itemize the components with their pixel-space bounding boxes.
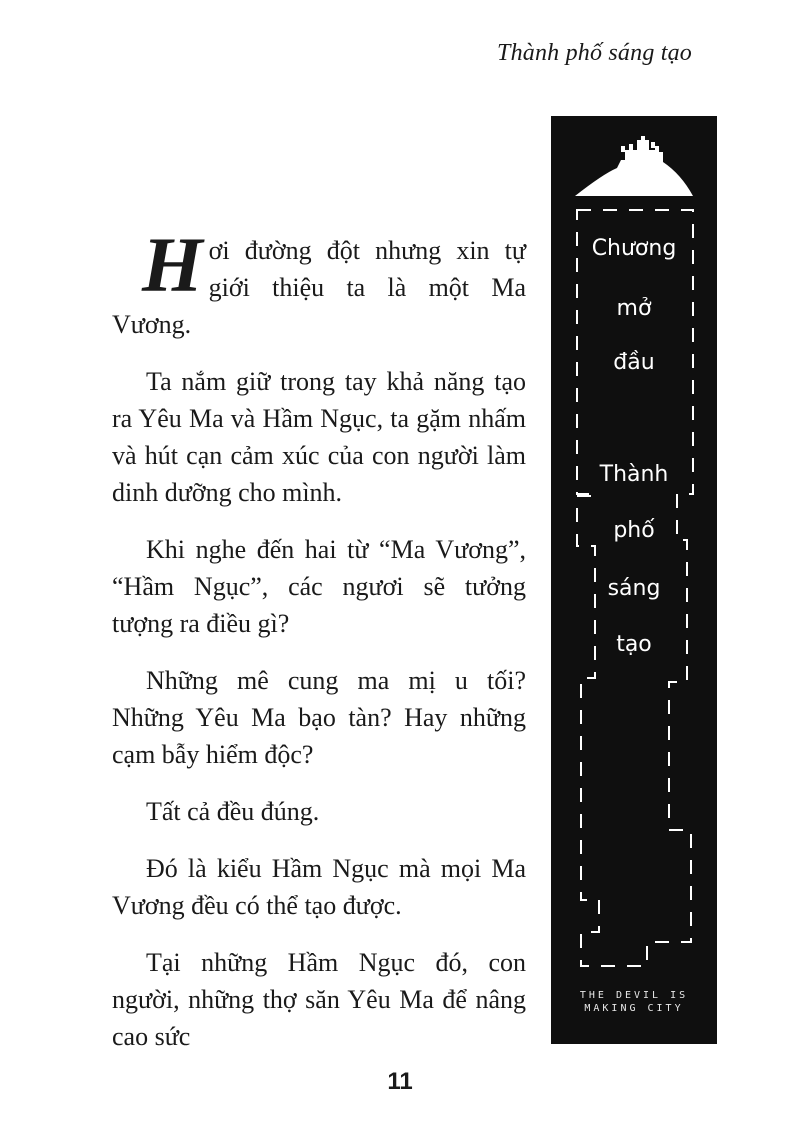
brand-line: MAKING CITY — [584, 1003, 684, 1014]
chapter-word: mở — [616, 296, 652, 321]
chapter-word: phố — [613, 518, 655, 543]
drop-cap: H — [142, 221, 203, 308]
chapter-word: sáng — [607, 576, 661, 601]
body-text — [112, 221, 526, 1075]
chapter-side-banner — [551, 116, 717, 1044]
paragraph: Đó là kiểu Hầm Ngục mà mọi Ma Vương đều có thể tạo được. — [112, 854, 526, 920]
chapter-word: Thành — [599, 462, 669, 487]
paragraph: Những mê cung ma mị u tối? Những Yêu Ma bạo tàn? Hay những cạm bẫy hiểm độc? — [112, 666, 526, 769]
paragraph: Tất cả đều đúng. — [146, 797, 320, 826]
brand-line: THE DEVIL IS — [579, 990, 689, 1001]
paragraph: Khi nghe đến hai từ “Ma Vương”, “Hầm Ngục”, các ngươi sẽ tưởng tượng ra điều gì? — [112, 535, 526, 638]
chapter-word: Chương — [591, 236, 677, 261]
page-number: 11 — [387, 1068, 413, 1095]
running-header: Thành phố sáng tạo — [497, 40, 692, 66]
chapter-word: tạo — [616, 632, 652, 657]
paragraph: Ta nắm giữ trong tay khả năng tạo ra Yêu Ma và Hầm Ngục, ta gặm nhấm và hút cạn cảm xúc của con người làm dinh dưỡng cho mình. — [112, 367, 526, 507]
first-paragraph-text: ơi đường đột nhưng xin tự giới thiệu ta là một Ma Vương. — [112, 236, 526, 339]
chapter-word: đầu — [613, 350, 655, 375]
paragraph: Tại những Hầm Ngục đó, con người, những thợ săn Yêu Ma để nâng cao sức — [112, 948, 526, 1051]
first-paragraph — [112, 221, 526, 343]
